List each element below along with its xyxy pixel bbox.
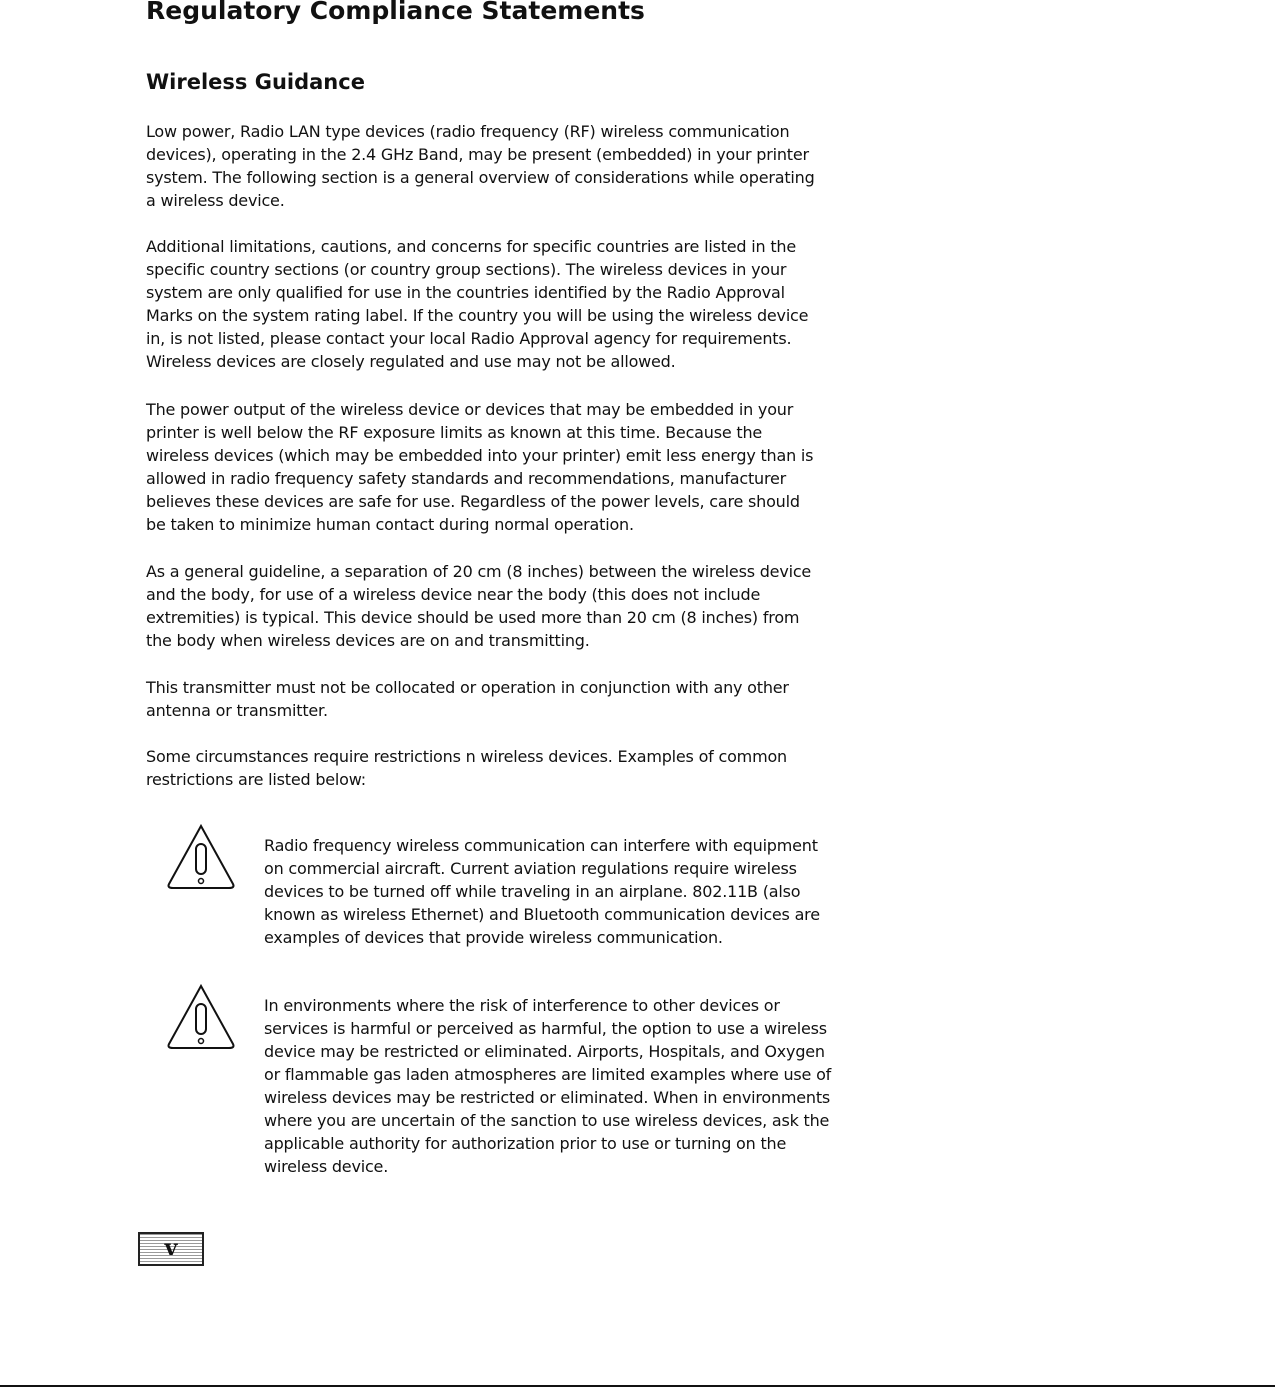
text-line: Wireless devices are closely regulated and use may not be allowed. <box>146 352 676 371</box>
text-line: wireless devices (which may be embedded into your printer) emit less energy than is <box>146 446 814 465</box>
text-line: believes these devices are safe for use. Regardless of the power levels, care should <box>146 492 800 511</box>
warning-paragraph <box>264 994 831 1178</box>
paragraph <box>146 560 811 652</box>
text-line: in, is not listed, please contact your local Radio Approval agency for requirements. <box>146 329 792 348</box>
text-line: As a general guideline, a separation of 20 cm (8 inches) between the wireless device <box>146 562 812 581</box>
section-heading: Wireless Guidance <box>146 70 365 94</box>
text-line: a wireless device. <box>146 191 285 210</box>
text-line: system. The following section is a general overview of considerations while operating <box>146 168 815 187</box>
text-line: extremities) is typical. This device should be used more than 20 cm (8 inches) from <box>146 608 800 627</box>
text-line: examples of devices that provide wireless communication. <box>264 928 723 947</box>
text-line: printer is well below the RF exposure limits as known at this time. Because the <box>146 423 763 442</box>
text-line: where you are uncertain of the sanction to use wireless devices, ask the <box>264 1111 830 1130</box>
page-title: Regulatory Compliance Statements <box>146 0 645 25</box>
text-line: Low power, Radio LAN type devices (radio frequency (RF) wireless communication <box>146 122 790 141</box>
text-line: Some circumstances require restrictions n wireless devices. Examples of common <box>146 747 787 766</box>
bottom-rule <box>0 1385 1275 1387</box>
text-line: applicable authority for authorization prior to use or turning on the <box>264 1134 787 1153</box>
text-line: Additional limitations, cautions, and concerns for specific countries are listed in the <box>146 237 797 256</box>
warning-paragraph <box>264 834 820 949</box>
text-line: device may be restricted or eliminated. Airports, Hospitals, and Oxygen <box>264 1042 825 1061</box>
text-line: wireless device. <box>264 1157 389 1176</box>
paragraph <box>146 235 808 373</box>
page-number: v <box>138 1232 204 1266</box>
text-line: specific country sections (or country group sections). The wireless devices in your <box>146 260 787 279</box>
text-line: devices), operating in the 2.4 GHz Band, may be present (embedded) in your printer <box>146 145 809 164</box>
text-line: devices to be turned off while traveling in an airplane. 802.11B (also <box>264 882 801 901</box>
text-line: and the body, for use of a wireless device near the body (this does not include <box>146 585 761 604</box>
text-line: on commercial aircraft. Current aviation regulations require wireless <box>264 859 797 878</box>
text-line: system are only qualified for use in the countries identified by the Radio Approval <box>146 283 785 302</box>
text-line: wireless devices may be restricted or eliminated. When in environments <box>264 1088 831 1107</box>
text-line: restrictions are listed below: <box>146 770 366 789</box>
text-line: the body when wireless devices are on and transmitting. <box>146 631 590 650</box>
paragraph <box>146 745 787 791</box>
text-line: Radio frequency wireless communication can interfere with equipment <box>264 836 818 855</box>
text-line: or flammable gas laden atmospheres are limited examples where use of <box>264 1065 832 1084</box>
text-line: Marks on the system rating label. If the country you will be using the wireless device <box>146 306 809 325</box>
text-line: allowed in radio frequency safety standards and recommendations, manufacturer <box>146 469 787 488</box>
text-line: In environments where the risk of interference to other devices or <box>264 996 780 1015</box>
paragraph <box>146 398 813 536</box>
text-line: antenna or transmitter. <box>146 701 328 720</box>
warning-icon <box>165 822 237 892</box>
paragraph <box>146 676 789 722</box>
text-line: This transmitter must not be collocated or operation in conjunction with any other <box>146 678 789 697</box>
text-line: be taken to minimize human contact during normal operation. <box>146 515 634 534</box>
warning-icon <box>165 982 237 1052</box>
text-line: known as wireless Ethernet) and Bluetooth communication devices are <box>264 905 820 924</box>
paragraph <box>146 120 815 212</box>
text-line: The power output of the wireless device or devices that may be embedded in your <box>146 400 794 419</box>
text-line: services is harmful or perceived as harmful, the option to use a wireless <box>264 1019 827 1038</box>
